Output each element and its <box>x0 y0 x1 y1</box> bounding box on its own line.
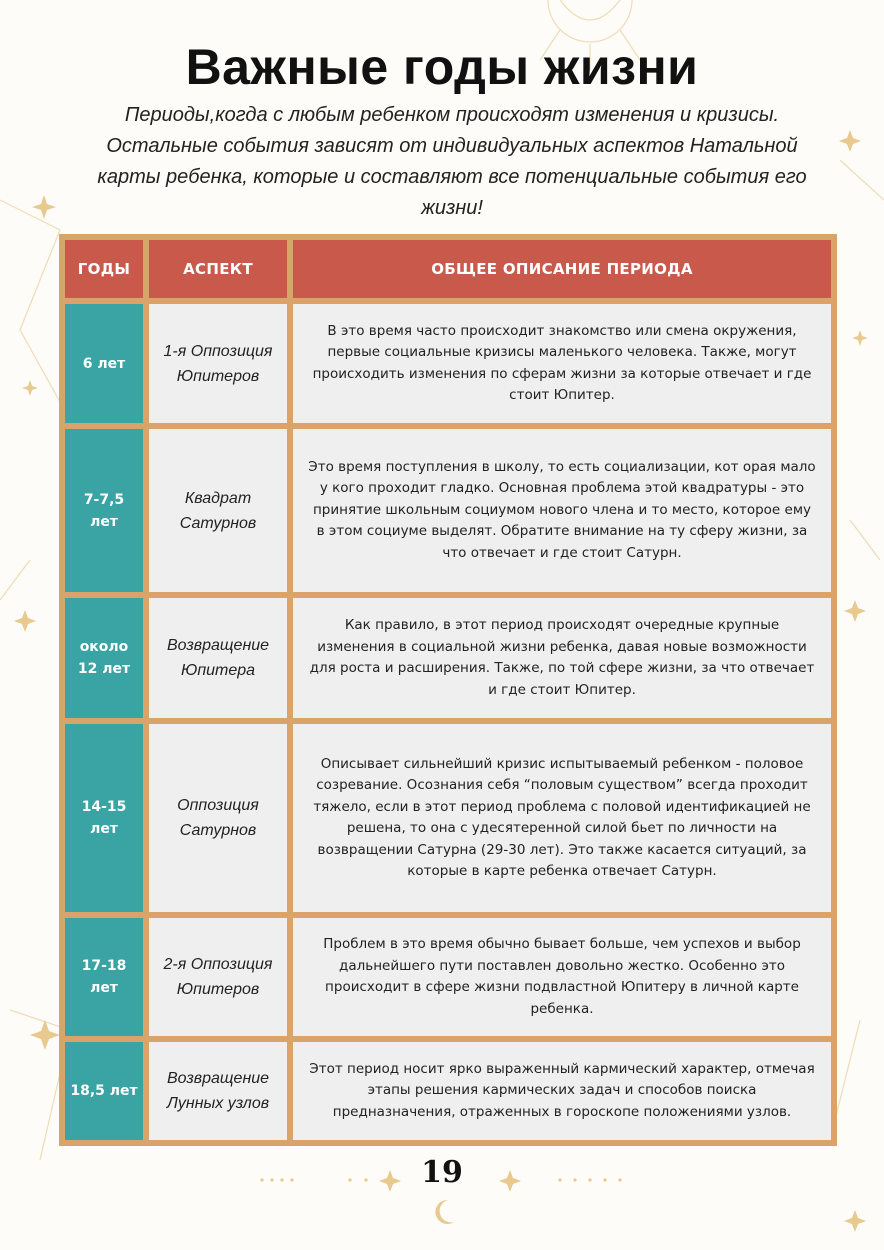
star-icon <box>852 330 868 346</box>
row-description: Как правило, в этот период происходят очередные крупные изменения в социальной жизни ребенка, давая новые возможности для роста и расширения. Также, по той сфере жизни, за что отвечает и где стоит Юпитер. <box>293 598 831 718</box>
star-icon <box>30 1020 60 1050</box>
row-description: Это время поступления в школу, то есть социализации, кот орая мало у кого проходит гладко. Основная проблема этой квадратуры - это принятие школьным социумом нового члена и то место, которое ему в этом социуме выделят. Обратите внимание на ту сферу жизни, за что отвечает и где стоит Сатурн. <box>293 429 831 592</box>
header-years: ГОДЫ <box>65 240 143 298</box>
row-years: 6 лет <box>65 304 143 423</box>
row-description: Описывает сильнейший кризис испытываемый ребенком - половое созревание. Осознания себя “половым существом” всегда проходит тяжело, если в этот период проблема с половой идентификацией не решена, то она с удесятеренной силой бьет по личности на возвращении Сатурна (29-30 лет). Это также касается ситуаций, за которые в карте ребенка отвечает Сатурн. <box>293 724 831 912</box>
star-icon <box>839 130 861 152</box>
row-years: 7-7,5 лет <box>65 429 143 592</box>
row-years: около 12 лет <box>65 598 143 718</box>
row-aspect: 1-я Оппозиция Юпитеров <box>149 304 287 423</box>
row-years: 17-18 лет <box>65 918 143 1036</box>
star-icon <box>844 1210 866 1232</box>
row-description: В это время часто происходит знакомство или смена окружения, первые социальные кризисы маленького человека. Также, могут происходить изменения по сферам жизни за которые отвечает и где стоит Юпитер. <box>293 304 831 423</box>
page-title: Важные годы жизни <box>185 39 699 95</box>
row-description: Этот период носит ярко выраженный кармический характер, отмечая этапы решения кармических задач и способов поиска предназначения, отраженных в гороскопе положениями узлов. <box>293 1042 831 1140</box>
page-subtitle: Периоды,когда с любым ребенком происходят изменения и кризисы. Остальные события зависят от индивидуальных аспектов Натальной карты ребенка, которые и составляют все потенциальные события его жизни! <box>97 104 807 219</box>
header-aspect: АСПЕКТ <box>149 240 287 298</box>
life-years-table <box>59 234 837 1146</box>
star-icon <box>844 600 866 622</box>
row-aspect: 2-я Оппозиция Юпитеров <box>149 918 287 1036</box>
row-years: 14-15 лет <box>65 724 143 912</box>
crescent-moon-icon <box>435 1200 454 1224</box>
page-number: 19 <box>421 1155 463 1190</box>
row-aspect: Оппозиция Сатурнов <box>149 724 287 912</box>
row-description: Проблем в это время обычно бывает больше, чем успехов и выбор дальнейшего пути поставлен довольно жестко. Особенно это происходит в сфере жизни подвластной Юпитеру в личной карте ребенка. <box>293 918 831 1036</box>
star-icon <box>22 380 38 396</box>
row-aspect: Возвращение Юпитера <box>149 598 287 718</box>
row-years: 18,5 лет <box>65 1042 143 1140</box>
star-icon <box>32 195 56 219</box>
star-icon <box>14 610 36 632</box>
row-aspect: Возвращение Лунных узлов <box>149 1042 287 1140</box>
star-icon <box>499 1170 521 1192</box>
header-description: ОБЩЕЕ ОПИСАНИЕ ПЕРИОДА <box>293 240 831 298</box>
row-aspect: Квадрат Сатурнов <box>149 429 287 592</box>
